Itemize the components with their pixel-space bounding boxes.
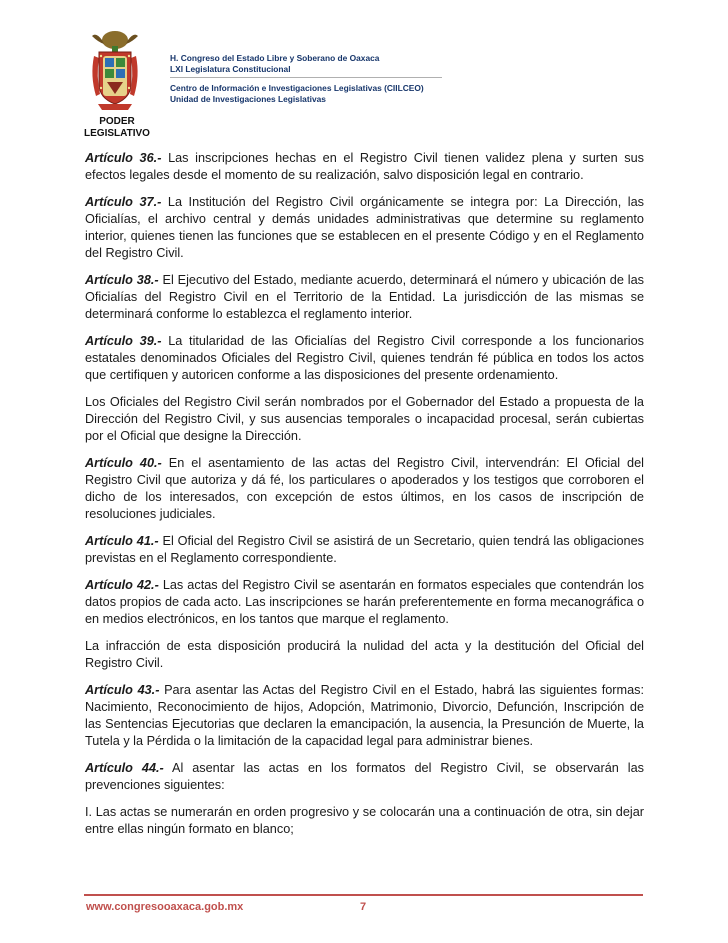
header-legislature: LXI Legislatura Constitucional — [170, 64, 291, 74]
header-center-name: Centro de Información e Investigaciones Legislativas (CIILCEO) — [170, 83, 424, 93]
paragraph-text: La infracción de esta disposición producirá la nulidad del acta y la destitución del Oficial del Registro Civil. — [85, 639, 644, 670]
article-text: Las actas del Registro Civil se asentarán en formatos especiales que contendrán los datos propios de cada acto. Las inscripciones se harán preferentemente en forma mecanográfica o en medios electrónicos, en los tantos que marque el reglamento. — [85, 578, 644, 626]
paragraph-text: Los Oficiales del Registro Civil serán nombrados por el Gobernador del Estado a propuesta de la Dirección del Registro Civil, y sus ausencias temporales o incapacidad procesal, serán cubiertas por el Oficial que designe la Dirección. — [85, 395, 644, 443]
header-unit-name: Unidad de Investigaciones Legislativas — [170, 94, 326, 104]
article-text: La titularidad de las Oficialías del Registro Civil corresponde a los funcionarios estatales denominados Oficiales del Registro Civil, quienes tendrán fé pública en todos los actos que certifiquen y autoricen conforme a las disposiciones del presente ordenamiento. — [85, 334, 644, 382]
article-text: La Institución del Registro Civil orgánicamente se integra por: La Dirección, las Oficialías, el archivo central y demás unidades administrativas que determine su reglamento interior, quienes tienen las funciones que se establecen en el presente Código y en el Reglamento del Registro Civil. — [85, 195, 644, 260]
header-congress-block — [170, 53, 379, 75]
article-42 — [85, 577, 644, 628]
article-44 — [85, 760, 644, 794]
article-text: El Ejecutivo del Estado, mediante acuerdo, determinará el número y ubicación de las Oficialías del Registro Civil en el Territorio de la Entidad. La jurisdicción de las mismas se determinará conforme lo establezca el reglamento interior. — [85, 273, 644, 321]
article-text: Para asentar las Actas del Registro Civil en el Estado, habrá las siguientes formas: Nacimiento, Reconocimiento de hijos, Adopción, Matrimonio, Divorcio, Defunción, Inscripción de las Sentencias Ejecutorias que declaren la emancipación, la ausencia, la Presunción de Muerte, la Tutela y la Pérdida o la limitación de la capacidad legal para administrar bienes. — [85, 683, 644, 748]
article-label: Artículo 36.- — [85, 151, 162, 165]
article-37 — [85, 194, 644, 262]
article-text: Al asentar las actas en los formatos del Registro Civil, se observarán las prevenciones siguientes: — [85, 761, 644, 792]
article-text: Las inscripciones hechas en el Registro Civil tienen validez plena y surten sus efectos legales desde el momento de su realización, salvo disposición legal en contrario. — [85, 151, 644, 182]
paragraph-text: I. Las actas se numerarán en orden progresivo y se colocarán una a continuación de otra, sin dejar entre ellas ningún formato en blanco; — [85, 805, 644, 836]
article-label: Artículo 38.- — [85, 273, 159, 287]
article-38 — [85, 272, 644, 323]
poder-legislativo-label — [82, 116, 152, 140]
legislativo-line: LEGISLATIVO — [84, 128, 150, 139]
poder-line: PODER — [99, 116, 135, 127]
article-41 — [85, 533, 644, 567]
article-43 — [85, 682, 644, 750]
article-label: Artículo 43.- — [85, 683, 160, 697]
article-label: Artículo 42.- — [85, 578, 159, 592]
header-congress-name: H. Congreso del Estado Libre y Soberano de Oaxaca — [170, 53, 380, 63]
article-text: En el asentamiento de las actas del Registro Civil, intervendrán: El Oficial del Registro Civil que autoriza y dá fé, los particulares o apoderados y los testigos que corroboren el dicho de los interesados, con excepción de estos últimos, en los casos de inscripción de resoluciones judiciales. — [85, 456, 644, 521]
article-label: Artículo 44.- — [85, 761, 164, 775]
header-center-block — [170, 83, 424, 105]
page-number: 7 — [360, 901, 367, 913]
document-body — [85, 150, 644, 848]
article-label: Artículo 39.- — [85, 334, 162, 348]
article-label: Artículo 41.- — [85, 534, 159, 548]
article-40 — [85, 455, 644, 523]
article-44-item-i — [85, 804, 644, 838]
footer-divider — [84, 894, 643, 896]
article-39 — [85, 333, 644, 384]
article-text: El Oficial del Registro Civil se asistirá de un Secretario, quien tendrá las obligaciones previstas en el Reglamento correspondiente. — [85, 534, 644, 565]
article-39-continuation — [85, 394, 644, 445]
article-42-continuation — [85, 638, 644, 672]
article-label: Artículo 40.- — [85, 456, 162, 470]
oaxaca-seal-icon — [90, 26, 140, 114]
article-label: Artículo 37.- — [85, 195, 162, 209]
footer-website-link[interactable]: www.congresooaxaca.gob.mx — [86, 901, 244, 913]
article-36 — [85, 150, 644, 184]
header-divider — [170, 77, 442, 78]
